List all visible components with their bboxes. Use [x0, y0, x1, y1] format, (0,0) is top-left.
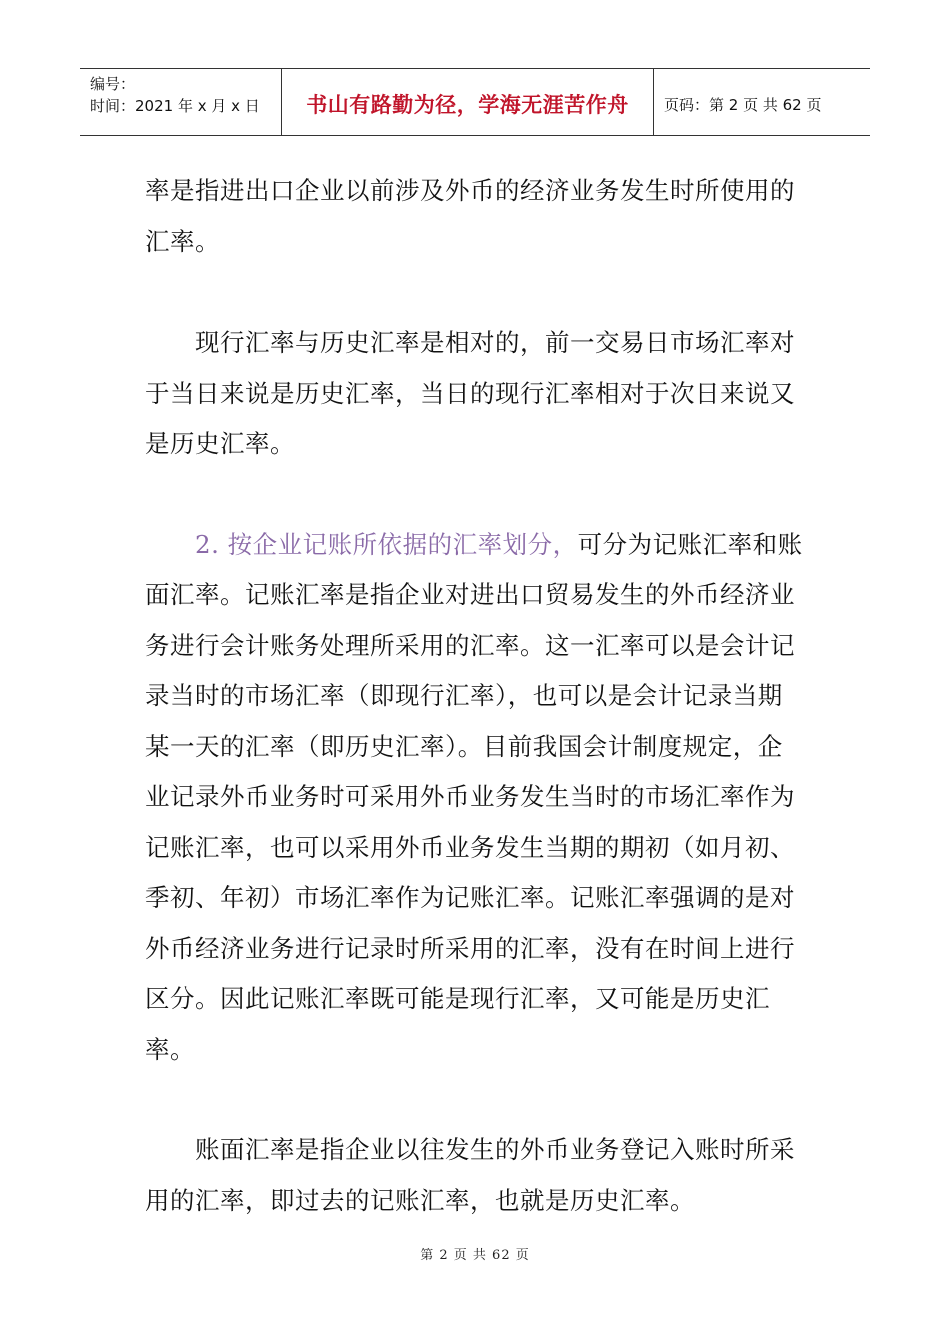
section-heading: 2. 按企业记账所依据的汇率划分， — [195, 529, 578, 559]
header-meta-cell — [80, 69, 282, 135]
paragraph-4: 账面汇率是指企业以往发生的外币业务登记入账时所采用的汇率，即过去的记账汇率，也就是历史汇率。 — [145, 1135, 795, 1215]
paragraph-2: 现行汇率与历史汇率是相对的，前一交易日市场汇率对于当日来说是历史汇率，当日的现行汇率相对于次日来说又是历史汇率。 — [145, 328, 795, 458]
header-motto-cell — [282, 69, 654, 135]
document-body — [145, 166, 805, 1226]
document-header — [80, 68, 870, 136]
paragraph-1: 率是指进出口企业以前涉及外币的经济业务发生时所使用的汇率。 — [145, 176, 795, 256]
header-page-info: 页码：第 2 页 共 62 页 — [664, 95, 822, 114]
document-number-label: 编号： — [90, 75, 136, 93]
paragraph-3 — [145, 520, 805, 1076]
header-motto: 书山有路勤为径，学海无涯苦作舟 — [306, 93, 629, 117]
footer-page-number: 第 2 页 共 62 页 — [420, 1248, 530, 1263]
document-date: 时间：2021 年 x 月 x 日 — [90, 97, 260, 115]
paragraph-3-text: 可分为记账汇率和账面汇率。记账汇率是指企业对进出口贸易发生的外币经济业务进行会计账务处理所采用的汇率。这一汇率可以是会计记录当时的市场汇率（即现行汇率），也可以是会计记录当期某一天的汇率（即历史汇率）。目前我国会计制度规定，企业记录外币业务时可采用外币业务发生当时的市场汇率作为记账汇率，也可以采用外币业务发生当期的期初（如月初、季初、年初）市场汇率作为记账汇率。记账汇率强调的是对外币经济业务进行记录时所采用的汇率，没有在时间上进行区分。因此记账汇率既可能是现行汇率，又可能是历史汇率。 — [145, 529, 803, 1064]
page-footer — [0, 1244, 950, 1263]
header-page-cell — [654, 69, 870, 135]
